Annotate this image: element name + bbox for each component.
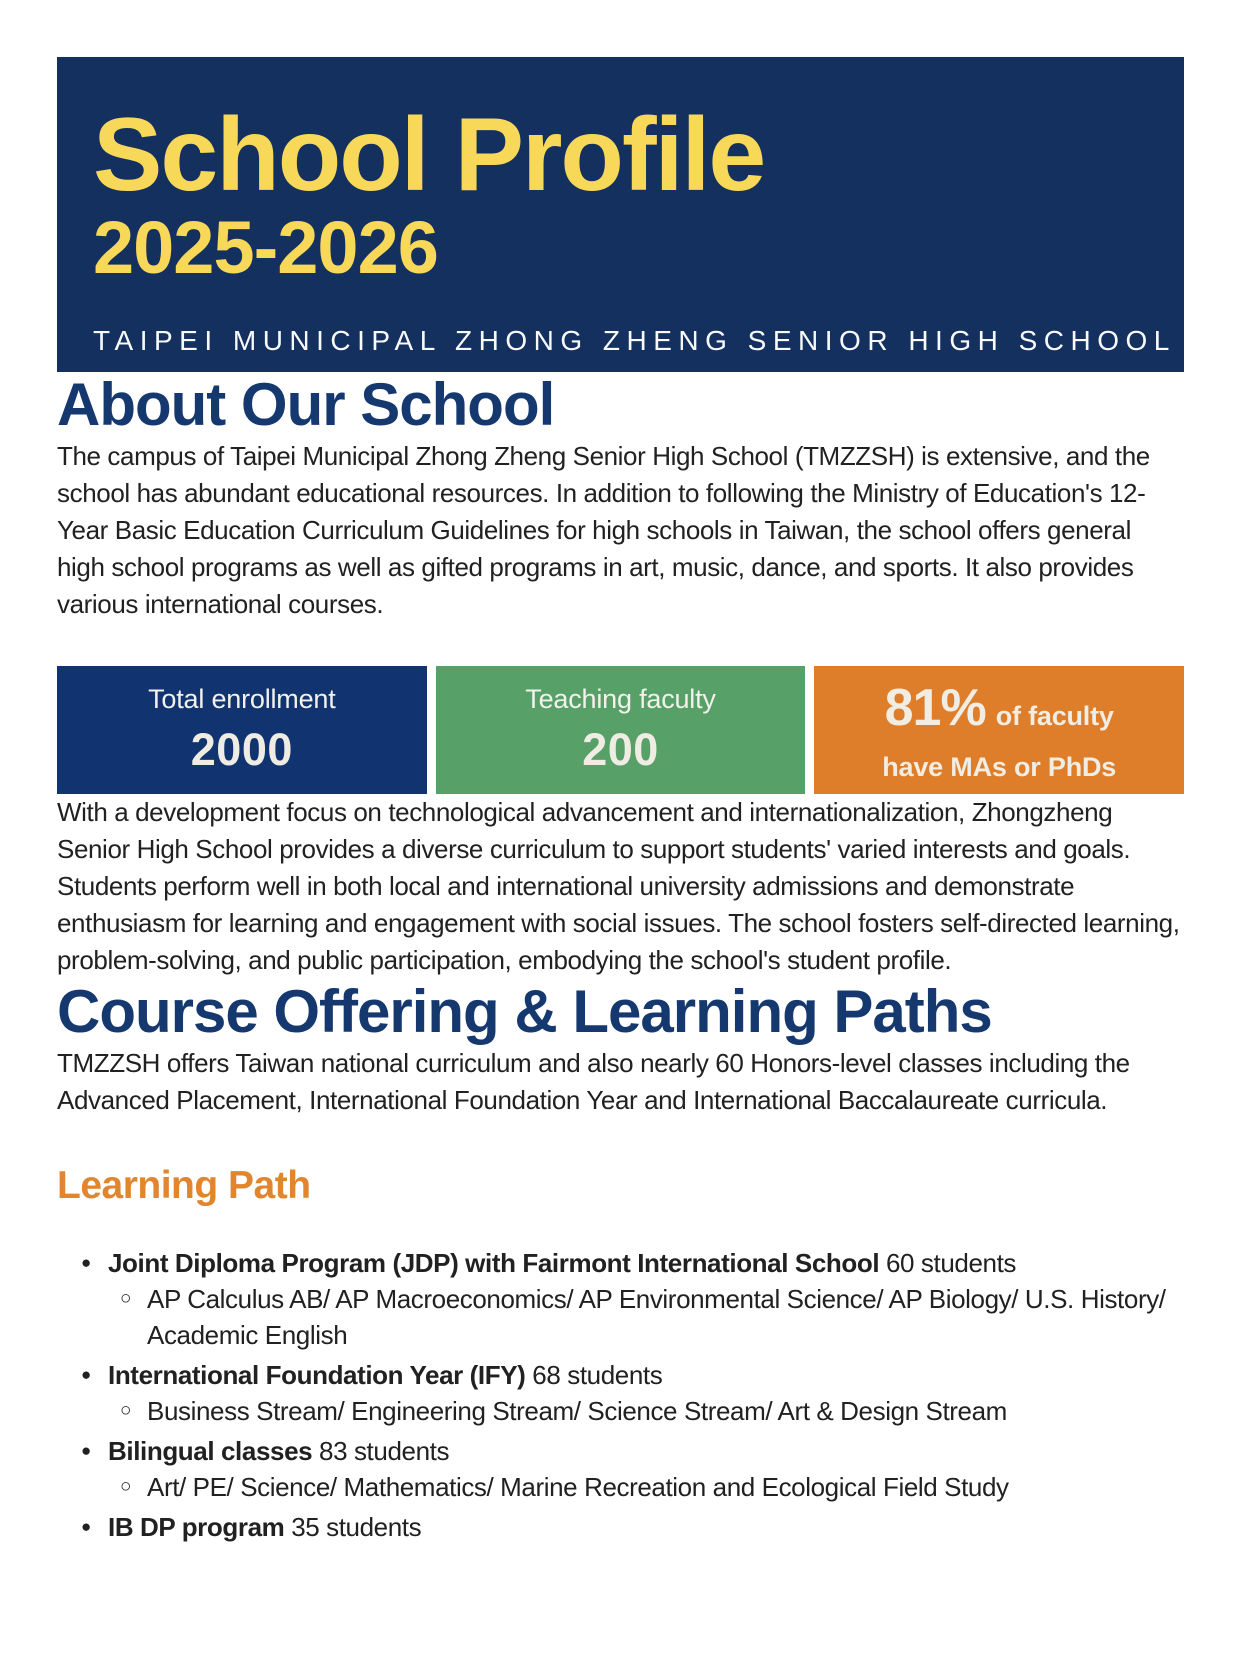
program-detail: AP Calculus AB/ AP Macroeconomics/ AP Environmental Science/ AP Biology/ U.S. History/ Academic English xyxy=(147,1283,1166,1350)
list-item-bilingual xyxy=(57,1433,1184,1505)
filled-bullet-icon: ● xyxy=(81,1440,91,1460)
program-name: Bilingual classes xyxy=(108,1435,313,1466)
learning-path-heading: Learning Path xyxy=(57,1164,311,1207)
list-item-jdp xyxy=(57,1245,1184,1353)
program-name: Joint Diploma Program (JDP) with Fairmont International School xyxy=(108,1247,880,1278)
stat-faculty-degrees xyxy=(814,666,1184,794)
courses-intro: TMZZSH offers Taiwan national curriculum and also nearly 60 Honors-level classes including the Advanced Placement, International Foundation Year and International Baccalaureate curricula. xyxy=(57,1048,1130,1115)
open-bullet-icon: ○ xyxy=(120,1287,132,1309)
filled-bullet-icon: ● xyxy=(81,1252,91,1272)
stat-degrees-line2: have MAs or PhDs xyxy=(882,751,1117,782)
about-heading: About Our School xyxy=(57,371,555,438)
filled-bullet-icon: ● xyxy=(81,1364,91,1384)
stat-value: 2000 xyxy=(190,724,293,775)
program-name: IB DP program xyxy=(108,1511,285,1542)
list-item-ibdp xyxy=(57,1509,1184,1545)
program-text xyxy=(108,1357,662,1393)
program-text xyxy=(108,1245,1016,1281)
program-students: 83 students xyxy=(319,1435,450,1466)
about-paragraph-2: With a development focus on technological advancement and internationalization, Zhongzheng Senior High School provides a diverse curriculum to support students' varied interests and goals. Students perform well in both local and international university admissions and demonstrate enthusiasm for learning and engagement with social issues. The school fosters self-directed learning, problem-solving, and public participation, embodying the school's student profile. xyxy=(57,797,1180,975)
stats-row xyxy=(57,666,1184,794)
courses-heading: Course Offering & Learning Paths xyxy=(57,978,992,1045)
stat-label: Teaching faculty xyxy=(525,684,716,714)
program-detail: Art/ PE/ Science/ Mathematics/ Marine Recreation and Ecological Field Study xyxy=(147,1471,1009,1502)
stat-percent-suffix: of faculty xyxy=(995,700,1114,731)
stat-total-enrollment xyxy=(57,666,427,794)
page-title: School Profile xyxy=(93,97,765,213)
stat-teaching-faculty xyxy=(436,666,806,794)
document-page xyxy=(57,0,1184,1545)
program-students: 68 students xyxy=(532,1359,663,1390)
stat-degrees-line1 xyxy=(885,678,1114,738)
program-students: 60 students xyxy=(885,1247,1017,1278)
stat-percent: 81% xyxy=(884,678,986,737)
learning-path-list xyxy=(57,1245,1184,1545)
about-paragraph-1: The campus of Taipei Municipal Zhong Zheng Senior High School (TMZZSH) is extensive, and the school has abundant educational resources. In addition to following the Ministry of Education's 12-Year Basic Education Curriculum Guidelines for high schools in Taiwan, the school offers general high school programs as well as gifted programs in art, music, dance, and sports. It also provides various international courses. xyxy=(57,441,1150,619)
open-bullet-icon: ○ xyxy=(120,1399,132,1421)
stat-value: 200 xyxy=(582,724,659,775)
program-name: International Foundation Year (IFY) xyxy=(108,1359,526,1390)
filled-bullet-icon: ● xyxy=(81,1516,91,1536)
header-banner xyxy=(57,57,1184,372)
stat-label: Total enrollment xyxy=(148,684,336,714)
program-students: 35 students xyxy=(291,1511,422,1542)
program-detail: Business Stream/ Engineering Stream/ Science Stream/ Art & Design Stream xyxy=(147,1395,1007,1426)
program-text xyxy=(108,1509,421,1545)
school-year: 2025-2026 xyxy=(93,206,438,289)
list-item-ify xyxy=(57,1357,1184,1429)
school-name: TAIPEI MUNICIPAL ZHONG ZHENG SENIOR HIGH SCHOOL xyxy=(93,325,1176,356)
open-bullet-icon: ○ xyxy=(120,1475,132,1497)
program-text xyxy=(108,1433,449,1469)
